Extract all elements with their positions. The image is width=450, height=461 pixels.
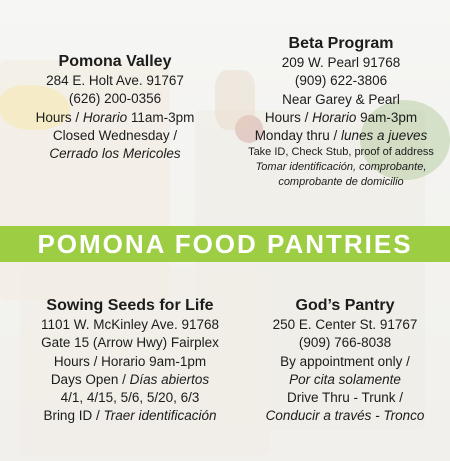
pantry-location-note: Near Garey & Pearl bbox=[282, 91, 400, 107]
pantry-bring-id bbox=[10, 407, 250, 425]
pantry-name: Pomona Valley bbox=[58, 53, 172, 70]
hours-time: 11am-3pm bbox=[130, 109, 195, 125]
bring-id-label-es: Traer identificación bbox=[103, 408, 217, 424]
pantry-name: Beta Program bbox=[288, 35, 394, 52]
pantry-name: Sowing Seeds for Life bbox=[46, 297, 214, 314]
banner-title: POMONA FOOD PANTRIES bbox=[37, 228, 413, 259]
pantry-phone: (909) 766-8038 bbox=[298, 335, 392, 351]
pantry-days bbox=[232, 127, 450, 145]
pantry-closed-es: Cerrado los Mericoles bbox=[49, 146, 181, 162]
hours-label-es: Horario bbox=[312, 109, 357, 125]
pantry-drive-thru-es: Conducir a través - Tronco bbox=[265, 408, 425, 424]
pantry-gods-pantry bbox=[245, 296, 445, 426]
pantry-hours bbox=[232, 109, 450, 127]
hours-label: Hours / bbox=[35, 109, 80, 125]
pantry-closed: Closed Wednesday / bbox=[52, 127, 178, 143]
pantry-pomona-valley bbox=[20, 52, 210, 163]
pantry-requirements-es: comprobante de domicilio bbox=[278, 176, 404, 189]
pantry-beta-program bbox=[232, 34, 450, 190]
pantry-dates: 4/1, 4/15, 5/6, 5/20, 6/3 bbox=[60, 390, 200, 406]
bring-id-label: Bring ID / bbox=[43, 408, 100, 424]
pantry-phone: (626) 200-0356 bbox=[68, 91, 162, 107]
days-label: Days Open / bbox=[50, 371, 126, 387]
pantry-address: 284 E. Holt Ave. 91767 bbox=[46, 73, 184, 88]
hours-label-es: Horario bbox=[82, 109, 128, 125]
pantry-phone: (909) 622-3806 bbox=[294, 73, 388, 89]
pantry-name: God’s Pantry bbox=[295, 297, 395, 314]
hours-time: 9am-3pm bbox=[360, 109, 418, 125]
pantry-days bbox=[10, 371, 250, 389]
pantry-address: 1101 W. McKinley Ave. 91768 bbox=[40, 317, 220, 332]
days-label: Monday thru / bbox=[254, 128, 338, 144]
pantry-address: 250 E. Center St. 91767 bbox=[272, 317, 418, 332]
pantry-appointment: By appointment only / bbox=[280, 353, 410, 369]
pantry-requirements-es: Tomar identificación, comprobante, bbox=[255, 161, 427, 174]
pantry-drive-thru: Drive Thru - Trunk / bbox=[286, 390, 404, 406]
pantry-gate: Gate 15 (Arrow Hwy) Fairplex bbox=[41, 335, 219, 351]
days-label-es: Días abiertos bbox=[129, 371, 210, 387]
pantry-sowing-seeds bbox=[10, 296, 250, 426]
pantry-requirements: Take ID, Check Stub, proof of address bbox=[248, 146, 434, 159]
pantry-hours bbox=[20, 109, 210, 127]
hours-label: Hours / bbox=[264, 109, 309, 125]
pantry-hours: Hours / Horario 9am-1pm bbox=[53, 353, 207, 369]
days-label-es: lunes a jueves bbox=[341, 128, 428, 144]
pantry-appointment-es: Por cita solamente bbox=[289, 371, 401, 387]
pantry-address: 209 W. Pearl 91768 bbox=[281, 55, 401, 70]
title-banner bbox=[0, 226, 450, 262]
